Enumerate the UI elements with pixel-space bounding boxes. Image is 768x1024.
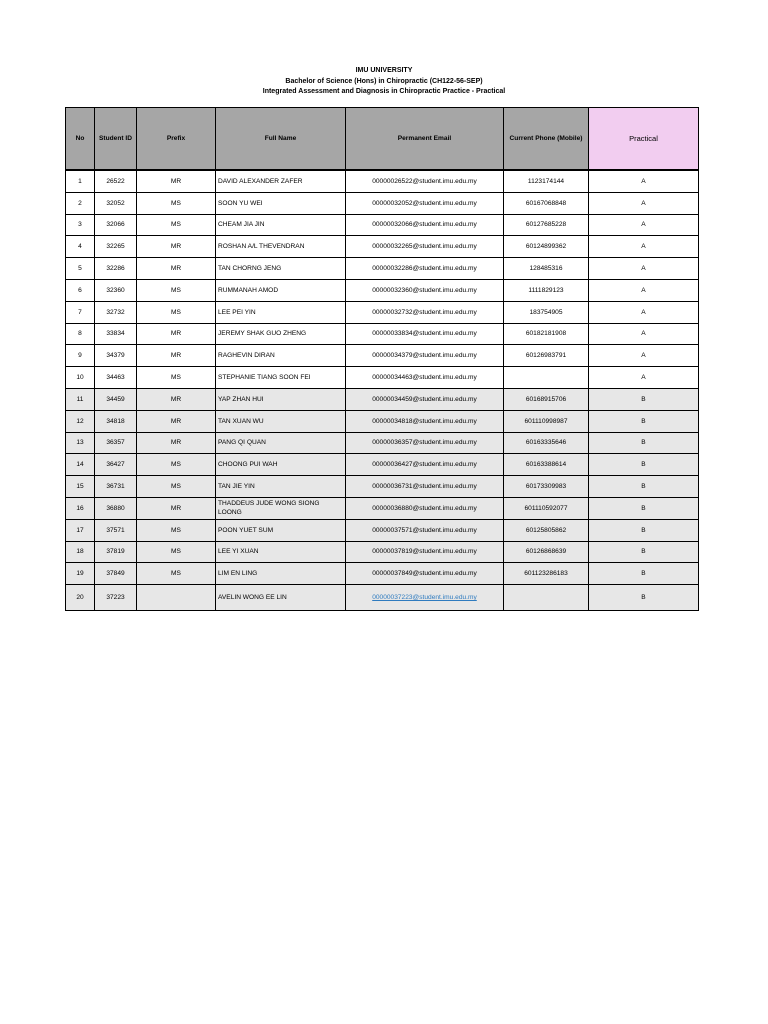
full-name-cell: TAN XUAN WU bbox=[216, 410, 346, 432]
column-header-practical: Practical bbox=[589, 108, 699, 171]
table-row bbox=[66, 585, 699, 611]
student-id-cell: 32265 bbox=[95, 236, 137, 258]
email-cell: 00000032360@student.imu.edu.my bbox=[346, 279, 504, 301]
course-title: Integrated Assessment and Diagnosis in Chiropractic Practice - Practical bbox=[262, 88, 506, 95]
table-row bbox=[66, 192, 699, 214]
practical-group-cell: A bbox=[589, 236, 699, 258]
student-id-cell: 36731 bbox=[95, 476, 137, 498]
email-cell: 00000034379@student.imu.edu.my bbox=[346, 345, 504, 367]
table-body bbox=[66, 170, 699, 611]
full-name-cell: LEE PEI YIN bbox=[216, 301, 346, 323]
practical-group-cell: B bbox=[589, 519, 699, 541]
row-number-cell: 5 bbox=[66, 258, 95, 280]
student-id-cell: 36880 bbox=[95, 497, 137, 519]
full-name-cell: LIM EN LING bbox=[216, 563, 346, 585]
row-number-cell: 8 bbox=[66, 323, 95, 345]
row-number-cell: 12 bbox=[66, 410, 95, 432]
student-id-cell: 34818 bbox=[95, 410, 137, 432]
table-row bbox=[66, 345, 699, 367]
email-cell: 00000034818@student.imu.edu.my bbox=[346, 410, 504, 432]
prefix-cell: MS bbox=[137, 367, 216, 389]
student-id-cell: 32052 bbox=[95, 192, 137, 214]
prefix-cell: MS bbox=[137, 301, 216, 323]
full-name-cell: PANG QI QUAN bbox=[216, 432, 346, 454]
email-cell: 00000036731@student.imu.edu.my bbox=[346, 476, 504, 498]
practical-group-cell: A bbox=[589, 170, 699, 192]
email-cell: 00000034459@student.imu.edu.my bbox=[346, 388, 504, 410]
table-row bbox=[66, 476, 699, 498]
phone-cell bbox=[504, 367, 589, 389]
phone-cell: 60163335646 bbox=[504, 432, 589, 454]
student-id-cell: 36357 bbox=[95, 432, 137, 454]
email-cell: 00000032732@student.imu.edu.my bbox=[346, 301, 504, 323]
prefix-cell: MS bbox=[137, 541, 216, 563]
row-number-cell: 13 bbox=[66, 432, 95, 454]
full-name-cell: TAN JIE YIN bbox=[216, 476, 346, 498]
practical-group-cell: A bbox=[589, 192, 699, 214]
email-cell: 00000036427@student.imu.edu.my bbox=[346, 454, 504, 476]
full-name-cell: ROSHAN A/L THEVENDRAN bbox=[216, 236, 346, 258]
header-row bbox=[66, 108, 699, 171]
phone-cell: 60182181908 bbox=[504, 323, 589, 345]
prefix-cell: MR bbox=[137, 497, 216, 519]
practical-group-cell: B bbox=[589, 388, 699, 410]
phone-cell: 60167068848 bbox=[504, 192, 589, 214]
full-name-cell: DAVID ALEXANDER ZAFER bbox=[216, 170, 346, 192]
email-cell: 00000037819@student.imu.edu.my bbox=[346, 541, 504, 563]
email-link[interactable]: 00000037223@student.imu.edu.my bbox=[372, 594, 477, 602]
student-id-cell: 36427 bbox=[95, 454, 137, 476]
table-row bbox=[66, 563, 699, 585]
prefix-cell: MS bbox=[137, 214, 216, 236]
full-name-cell: POON YUET SUM bbox=[216, 519, 346, 541]
table-row bbox=[66, 279, 699, 301]
phone-cell: 60126868639 bbox=[504, 541, 589, 563]
prefix-cell: MR bbox=[137, 236, 216, 258]
practical-group-cell: A bbox=[589, 301, 699, 323]
table-row bbox=[66, 432, 699, 454]
email-cell: 00000033834@student.imu.edu.my bbox=[346, 323, 504, 345]
table-row bbox=[66, 541, 699, 563]
student-id-cell: 32066 bbox=[95, 214, 137, 236]
table-row bbox=[66, 301, 699, 323]
student-id-cell: 26522 bbox=[95, 170, 137, 192]
column-header-student-id: Student ID bbox=[95, 108, 137, 171]
prefix-cell: MS bbox=[137, 563, 216, 585]
column-header-phone: Current Phone (Mobile) bbox=[504, 108, 589, 171]
row-number-cell: 19 bbox=[66, 563, 95, 585]
full-name-cell: TAN CHORNG JENG bbox=[216, 258, 346, 280]
prefix-cell: MS bbox=[137, 519, 216, 541]
table-row bbox=[66, 236, 699, 258]
full-name-cell: THADDEUS JUDE WONG SIONG LOONG bbox=[216, 497, 346, 519]
prefix-cell: MS bbox=[137, 279, 216, 301]
student-id-cell: 37819 bbox=[95, 541, 137, 563]
row-number-cell: 15 bbox=[66, 476, 95, 498]
row-number-cell: 1 bbox=[66, 170, 95, 192]
row-number-cell: 3 bbox=[66, 214, 95, 236]
column-header-full-name: Full Name bbox=[216, 108, 346, 171]
practical-group-cell: A bbox=[589, 214, 699, 236]
phone-cell: 1123174144 bbox=[504, 170, 589, 192]
row-number-cell: 7 bbox=[66, 301, 95, 323]
email-cell bbox=[346, 585, 504, 611]
practical-group-cell: B bbox=[589, 585, 699, 611]
table-row bbox=[66, 170, 699, 192]
practical-group-cell: B bbox=[589, 497, 699, 519]
email-cell: 00000034463@student.imu.edu.my bbox=[346, 367, 504, 389]
row-number-cell: 14 bbox=[66, 454, 95, 476]
phone-cell: 601123286183 bbox=[504, 563, 589, 585]
table-row bbox=[66, 497, 699, 519]
row-number-cell: 16 bbox=[66, 497, 95, 519]
column-header-email: Permanent Email bbox=[346, 108, 504, 171]
prefix-cell: MS bbox=[137, 476, 216, 498]
phone-cell: 60125805862 bbox=[504, 519, 589, 541]
row-number-cell: 2 bbox=[66, 192, 95, 214]
row-number-cell: 20 bbox=[66, 585, 95, 611]
practical-group-cell: A bbox=[589, 323, 699, 345]
table-row bbox=[66, 258, 699, 280]
practical-group-cell: A bbox=[589, 345, 699, 367]
practical-group-cell: B bbox=[589, 432, 699, 454]
table-row bbox=[66, 323, 699, 345]
prefix-cell: MR bbox=[137, 345, 216, 367]
row-number-cell: 10 bbox=[66, 367, 95, 389]
row-number-cell: 17 bbox=[66, 519, 95, 541]
student-id-cell: 37571 bbox=[95, 519, 137, 541]
row-number-cell: 4 bbox=[66, 236, 95, 258]
full-name-cell: LEE YI XUAN bbox=[216, 541, 346, 563]
row-number-cell: 9 bbox=[66, 345, 95, 367]
student-id-cell: 32286 bbox=[95, 258, 137, 280]
phone-cell: 60173309983 bbox=[504, 476, 589, 498]
table-row bbox=[66, 388, 699, 410]
full-name-cell: JEREMY SHAK GUO ZHENG bbox=[216, 323, 346, 345]
full-name-cell: CHOONG PUI WAH bbox=[216, 454, 346, 476]
email-cell: 00000032052@student.imu.edu.my bbox=[346, 192, 504, 214]
full-name-cell: YAP ZHAN HUI bbox=[216, 388, 346, 410]
email-cell: 00000032066@student.imu.edu.my bbox=[346, 214, 504, 236]
prefix-cell: MR bbox=[137, 323, 216, 345]
programme-title: Bachelor of Science (Hons) in Chiropractic (CH122-56-SEP) bbox=[285, 77, 483, 85]
email-cell: 00000032265@student.imu.edu.my bbox=[346, 236, 504, 258]
table-row bbox=[66, 367, 699, 389]
column-header-prefix: Prefix bbox=[137, 108, 216, 171]
phone-cell: 601110592077 bbox=[504, 497, 589, 519]
student-id-cell: 34379 bbox=[95, 345, 137, 367]
table-row bbox=[66, 454, 699, 476]
student-roster-table bbox=[65, 107, 699, 611]
email-cell: 00000036880@student.imu.edu.my bbox=[346, 497, 504, 519]
full-name-cell: AVELIN WONG EE LIN bbox=[216, 585, 346, 611]
prefix-cell: MS bbox=[137, 454, 216, 476]
email-cell: 00000037571@student.imu.edu.my bbox=[346, 519, 504, 541]
document-header bbox=[0, 66, 768, 98]
table-row bbox=[66, 214, 699, 236]
student-id-cell: 34459 bbox=[95, 388, 137, 410]
phone-cell: 60124899362 bbox=[504, 236, 589, 258]
full-name-cell: CHEAM JIA JIN bbox=[216, 214, 346, 236]
prefix-cell: MR bbox=[137, 170, 216, 192]
phone-cell: 60168915706 bbox=[504, 388, 589, 410]
phone-cell: 183754905 bbox=[504, 301, 589, 323]
student-id-cell: 37849 bbox=[95, 563, 137, 585]
prefix-cell: MR bbox=[137, 258, 216, 280]
full-name-cell: SOON YU WEI bbox=[216, 192, 346, 214]
row-number-cell: 18 bbox=[66, 541, 95, 563]
practical-group-cell: B bbox=[589, 476, 699, 498]
column-header-no: No bbox=[66, 108, 95, 171]
student-id-cell: 32732 bbox=[95, 301, 137, 323]
student-id-cell: 37223 bbox=[95, 585, 137, 611]
practical-group-cell: A bbox=[589, 258, 699, 280]
prefix-cell: MS bbox=[137, 192, 216, 214]
prefix-cell bbox=[137, 585, 216, 611]
full-name-cell: RUMMANAH AMOD bbox=[216, 279, 346, 301]
practical-group-cell: B bbox=[589, 454, 699, 476]
phone-cell: 601110998987 bbox=[504, 410, 589, 432]
prefix-cell: MR bbox=[137, 432, 216, 454]
phone-cell bbox=[504, 585, 589, 611]
table-row bbox=[66, 410, 699, 432]
table-row bbox=[66, 519, 699, 541]
email-cell: 00000036357@student.imu.edu.my bbox=[346, 432, 504, 454]
student-id-cell: 34463 bbox=[95, 367, 137, 389]
practical-group-cell: B bbox=[589, 541, 699, 563]
phone-cell: 128485316 bbox=[504, 258, 589, 280]
practical-group-cell: A bbox=[589, 279, 699, 301]
university-name: IMU UNIVERSITY bbox=[355, 67, 413, 74]
practical-group-cell: B bbox=[589, 563, 699, 585]
full-name-cell: RAGHEVIN DIRAN bbox=[216, 345, 346, 367]
phone-cell: 60126983791 bbox=[504, 345, 589, 367]
practical-group-cell: B bbox=[589, 410, 699, 432]
row-number-cell: 11 bbox=[66, 388, 95, 410]
phone-cell: 1111829123 bbox=[504, 279, 589, 301]
student-id-cell: 33834 bbox=[95, 323, 137, 345]
email-cell: 00000026522@student.imu.edu.my bbox=[346, 170, 504, 192]
full-name-cell: STEPHANIE TIANG SOON FEI bbox=[216, 367, 346, 389]
email-cell: 00000032286@student.imu.edu.my bbox=[346, 258, 504, 280]
prefix-cell: MR bbox=[137, 388, 216, 410]
email-cell: 00000037849@student.imu.edu.my bbox=[346, 563, 504, 585]
prefix-cell: MR bbox=[137, 410, 216, 432]
row-number-cell: 6 bbox=[66, 279, 95, 301]
practical-group-cell: A bbox=[589, 367, 699, 389]
phone-cell: 60127685228 bbox=[504, 214, 589, 236]
student-id-cell: 32360 bbox=[95, 279, 137, 301]
phone-cell: 60163388614 bbox=[504, 454, 589, 476]
